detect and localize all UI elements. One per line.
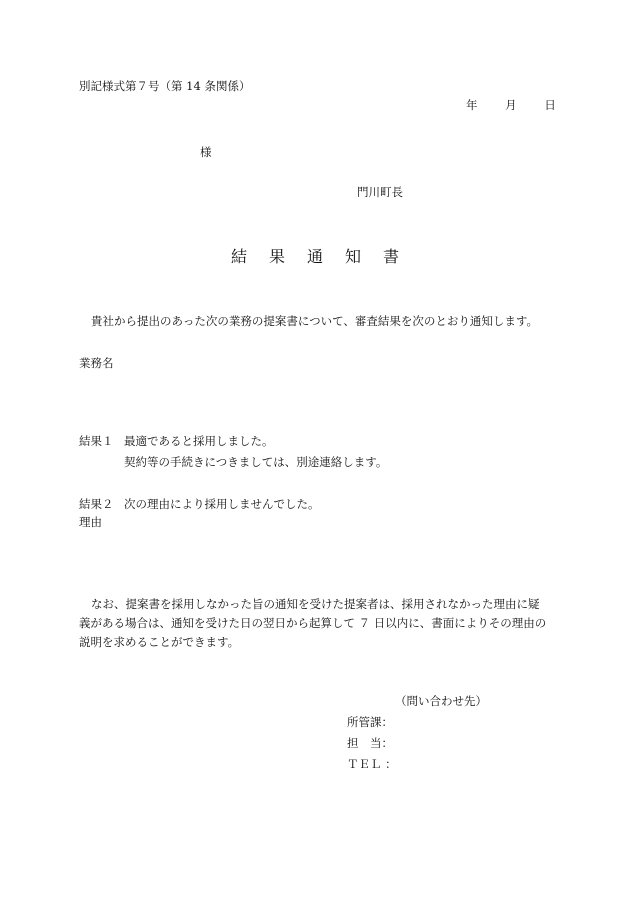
date-year: 年 <box>466 98 478 112</box>
date-line <box>466 97 556 113</box>
issuer: 門川町長 <box>357 185 403 199</box>
title-char: 知 <box>345 247 362 266</box>
result1-text: 最適であると採用しました。 <box>124 434 274 448</box>
contact-heading: （問い合わせ先） <box>395 694 487 708</box>
contact-person-label: 担 当： <box>347 736 393 750</box>
business-name-label: 業務名 <box>79 356 114 370</box>
notice-line: 説明を求めることができます。 <box>79 635 240 649</box>
date-day: 日 <box>544 98 556 112</box>
title-char: 結 <box>230 247 247 266</box>
title-char: 果 <box>268 247 285 266</box>
contact-tel-label: ＴＥＬ ： <box>347 757 397 771</box>
notice-line: なお、提案書を採用しなかった旨の通知を受けた提案者は、採用されなかった理由に疑 <box>91 597 540 611</box>
result2-text: 次の理由により採用しませんでした。 <box>124 497 320 511</box>
intro-text: 貴社から提出のあった次の業務の提案書について、審査結果を次のとおり通知します。 <box>91 314 539 328</box>
form-label: 別記様式第７号（第 14 条関係） <box>79 79 251 93</box>
result2-label: 結果２ <box>79 497 114 511</box>
result1-note: 契約等の手続きにつきましては、別途連絡します。 <box>124 455 388 469</box>
page-title <box>0 244 630 267</box>
notice-line: 義がある場合は、通知を受けた日の翌日から起算して ７ 日以内に、書面によりその理由の <box>79 616 547 630</box>
addressee-suffix: 様 <box>200 145 212 159</box>
reason-label: 理由 <box>79 515 102 529</box>
date-month: 月 <box>505 98 517 112</box>
title-char: 通 <box>306 247 323 266</box>
result1-label: 結果１ <box>79 434 114 448</box>
title-char: 書 <box>383 247 400 266</box>
contact-dept-label: 所管課： <box>347 715 393 729</box>
